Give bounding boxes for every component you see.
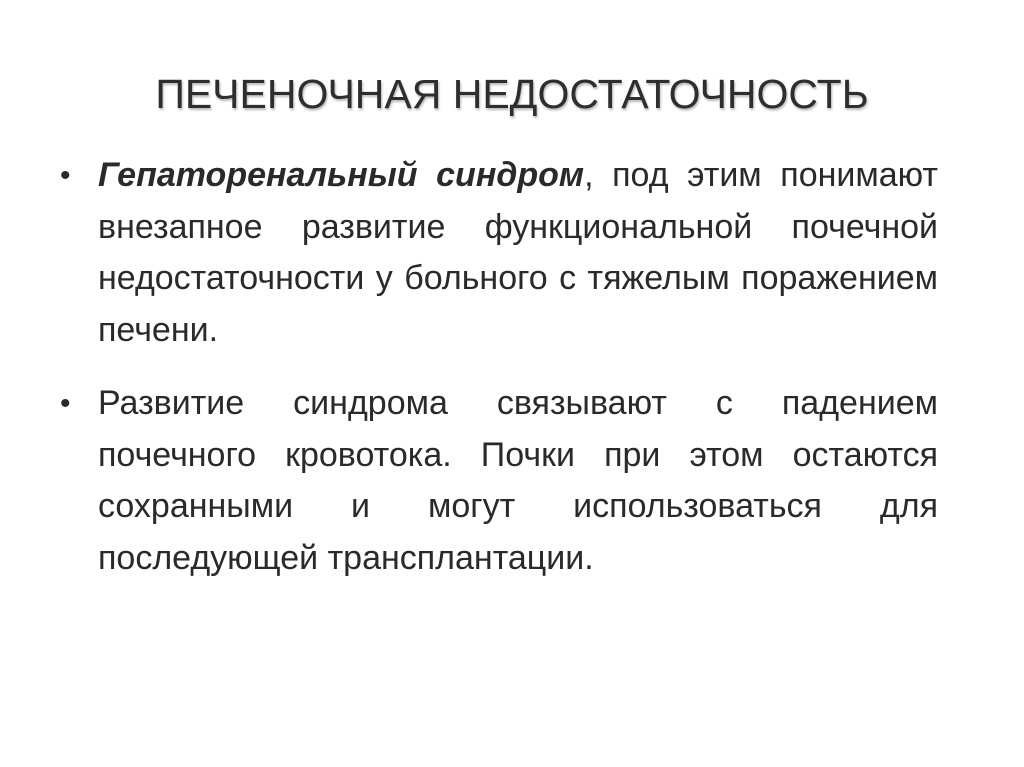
bullet-text: , под этим понимают внезапное развитие функциональной почечной недостаточности у больного с тяжелым поражением печени. — [98, 156, 938, 349]
slide-title: ПЕЧЕНОЧНАЯ НЕДОСТАТОЧНОСТЬ — [155, 71, 869, 117]
bullet-text: Развитие синдрома связывают с падением почечного кровотока. Почки при этом остаются сохранными и могут использоваться для последующей трансплантации. — [98, 384, 938, 577]
bullet-marker: • — [60, 387, 71, 420]
bullet-item — [60, 378, 938, 584]
bullet-item — [60, 150, 938, 356]
bullet-marker: • — [60, 159, 71, 192]
slide-content — [60, 150, 938, 584]
term-emphasis: Гепаторенальный синдром — [98, 156, 585, 194]
